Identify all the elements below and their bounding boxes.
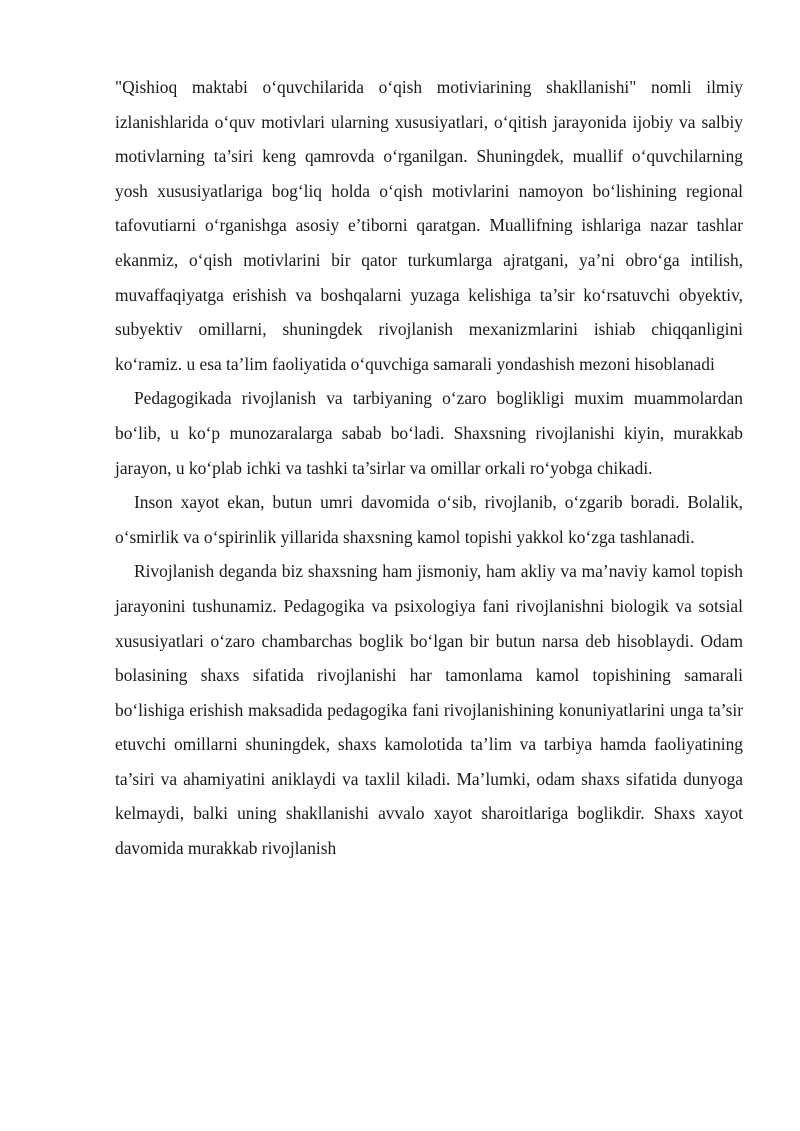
paragraph-development-definition: Rivojlanish deganda biz shaxsning ham jismoniy, ham akliy va ma’naviy kamol topish jarayonini tushunamiz. Pedagogika va psixologiya fani rivojlanishni biologik va sotsial xususiyatlari o‘zaro chambarchas boglik bo‘lgan bir butun narsa deb hisoblaydi. Odam bolasining shaxs sifatida rivojlanishi har tamonlama kamol topishining samarali bo‘lishiga erishish maksadida pedagogika fani rivojlanishining konuniyatlarini unga ta’sir etuvchi omillarni shuningdek, shaxs kamolotida ta’lim va tarbiya hamda faoliyatining ta’siri va ahamiyatini aniklaydi va taxlil kiladi. Ma’lumki, odam shaxs sifatida dunyoga kelmaydi, balki uning shakllanishi avvalo xayot sharoitlariga boglikdir. Shaxs xayot davomida murakkab rivojlanish bbox=[115, 561, 743, 859]
paragraph-pedagogy-development: Pedagogikada rivojlanish va tarbiyaning o‘zaro boglikligi muxim muammolardan bo‘lib, u ko‘p munozaralarga sabab bo‘ladi. Shaxsning rivojlanishi kiyin, murakkab jarayon, u ko‘plab ichki va tashki ta’sirlar va omillar orkali ro‘yobga chikadi. bbox=[115, 388, 743, 478]
document-page bbox=[115, 70, 743, 866]
paragraph-research-motives: "Qishioq maktabi o‘quvchilarida o‘qish motiviarining shakllanishi" nomli ilmiy izlanishlarida o‘quv motivlari ularning xususiyatlari, o‘qitish jarayonida ijobiy va salbiy motivlarning ta’siri keng qamrovda o‘rganilgan. Shuningdek, muallif o‘quvchilarning yosh xususiyatlariga bog‘liq holda o‘qish motivlarini namoyon bo‘lishining regional tafovutiarni o‘rganishga asosiy e’tiborni qaratgan. Muallifning ishlariga nazar tashlar ekanmiz, o‘qish motivlarini bir qator turkumlarga ajratgani, ya’ni obro‘ga intilish, muvaffaqiyatga erishish va boshqalarni yuzaga kelishiga ta’sir ko‘rsatuvchi obyektiv, subyektiv omillarni, shuningdek rivojlanish mexanizmlarini ishiab chiqqanligini ko‘ramiz. u esa ta’lim faoliyatida o‘quvchiga samarali yondashish mezoni hisoblanadi bbox=[115, 77, 743, 374]
paragraph-human-growth: Inson xayot ekan, butun umri davomida o‘sib, rivojlanib, o‘zgarib boradi. Bolalik, o‘smirlik va o‘spirinlik yillarida shaxsning kamol topishi yakkol ko‘zga tashlanadi. bbox=[115, 492, 743, 547]
